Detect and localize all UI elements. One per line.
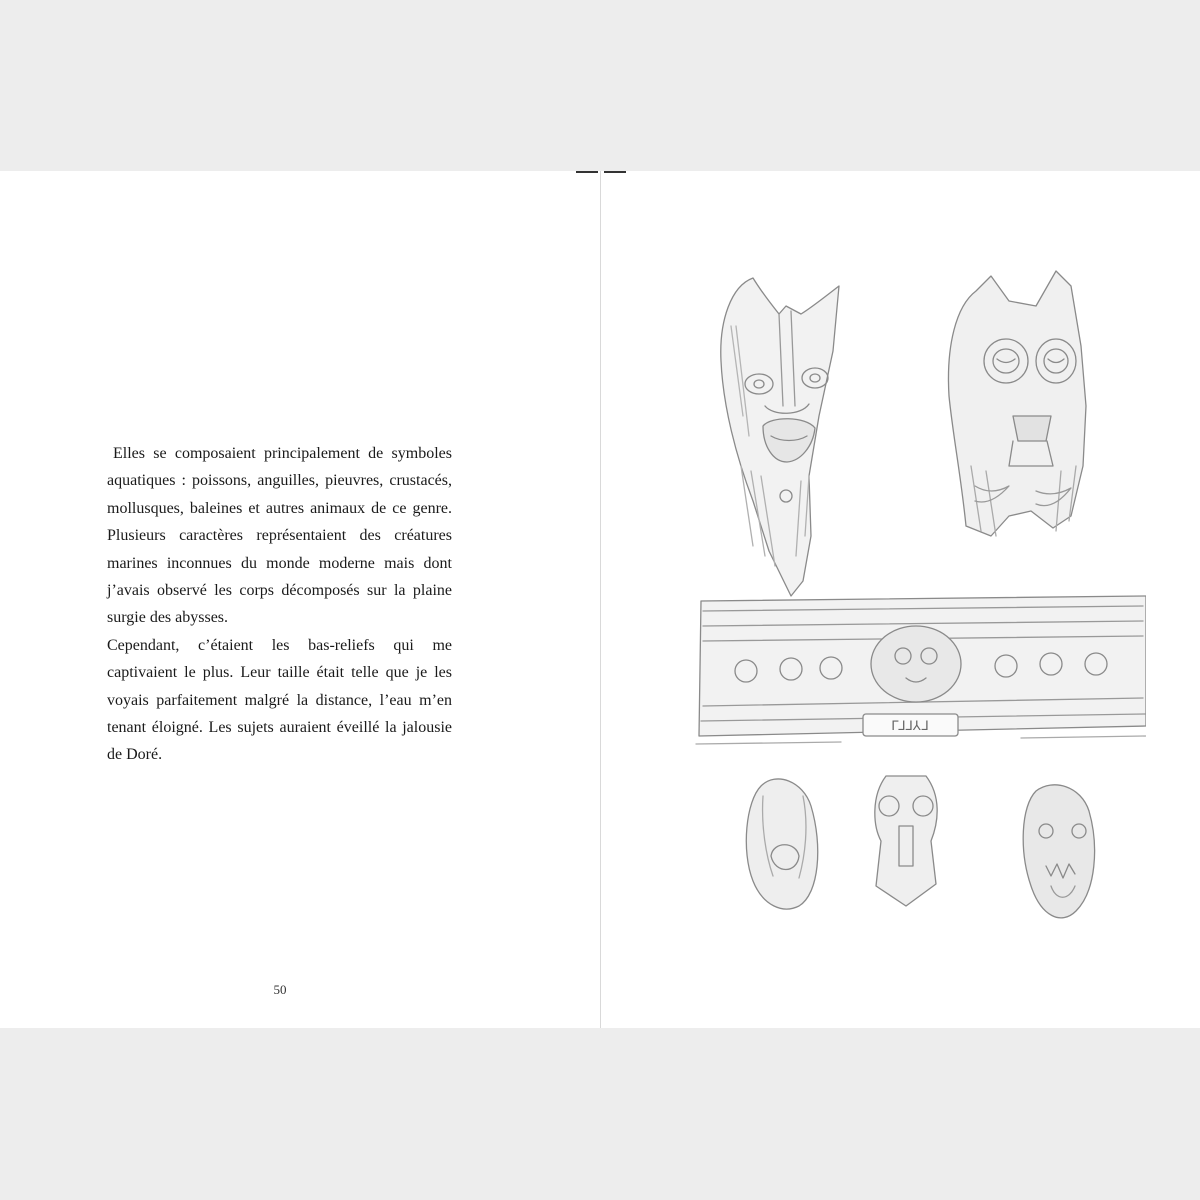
book-spread xyxy=(0,171,1200,1028)
mask-sketch-right xyxy=(948,271,1086,536)
pencil-illustration xyxy=(691,266,1146,961)
frieze-inscription: ᒥ⅃⅃⅄ᒧ xyxy=(891,719,929,734)
mask-sketch-left xyxy=(721,278,839,596)
page-number: 50 xyxy=(273,982,287,997)
right-page xyxy=(601,171,1200,1028)
head-sketch-3 xyxy=(1023,785,1094,918)
paragraph-1: Elles se composaient principalement de symboles aquatiques : poissons, anguilles, pieuvres, crustacés, mollusques, baleines et autres animaux de ce genre. Plusieurs caractères représentaient des créatures marines inconnues du monde moderne mais dont j’avais observé les corps décomposés sur la plaine surgie des abysses. xyxy=(107,445,452,627)
sketch-svg xyxy=(691,266,1146,961)
paragraph-2: Cependant, c’étaient les bas-reliefs qui me captivaient le plus. Leur taille était telle que je les voyais parfaitement malgré la distance, l’eau m’en tenant éloigné. Les sujets auraient éveillé la jalousie de Doré. xyxy=(107,636,452,764)
left-page xyxy=(0,171,600,1028)
body-text xyxy=(107,440,452,769)
head-sketch-1 xyxy=(746,779,817,909)
head-sketch-2 xyxy=(875,776,937,906)
